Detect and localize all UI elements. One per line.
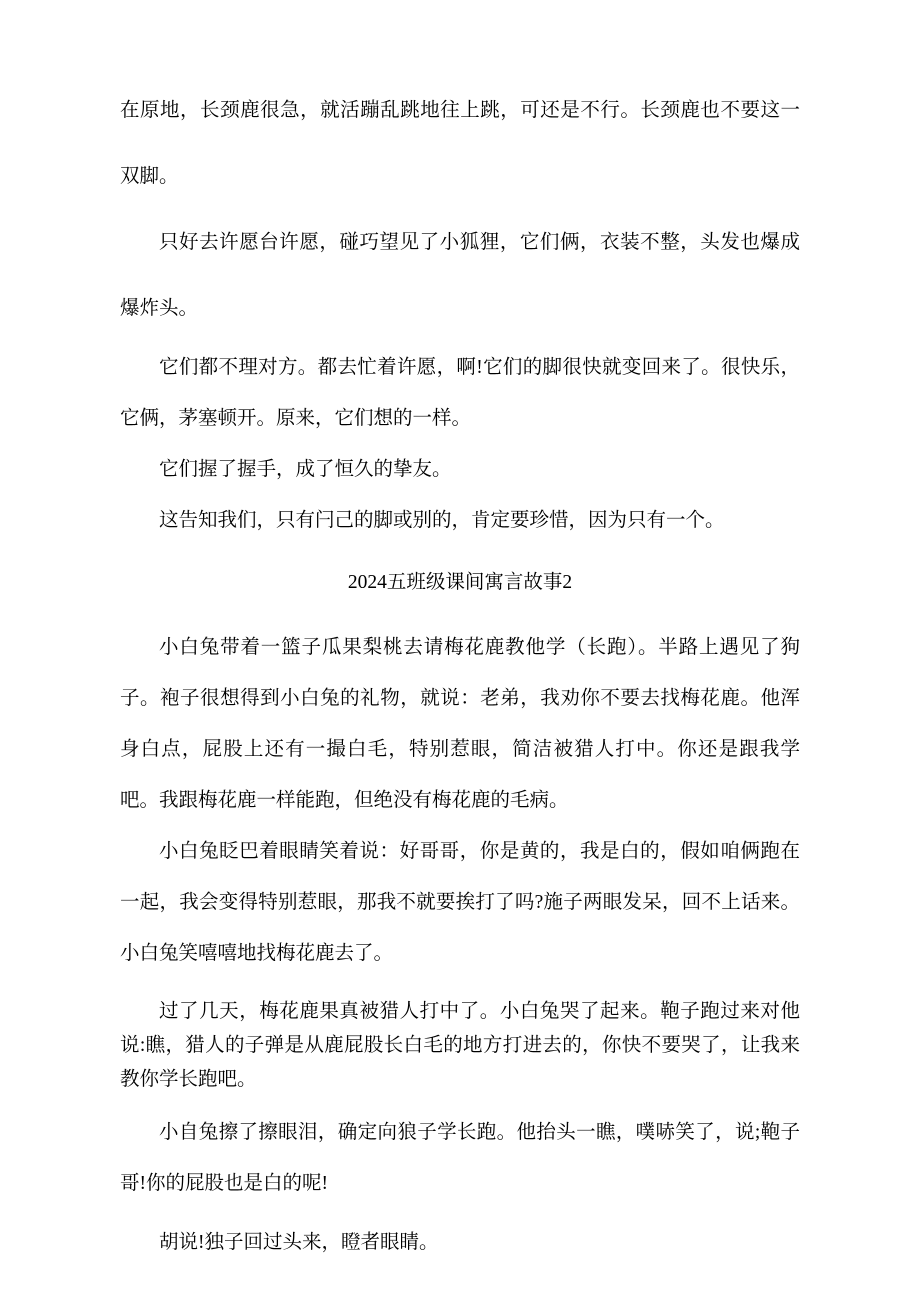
story1-paragraph-continuation: 在原地，长颈鹿很急，就活蹦乱跳地往上跳，可还是不行。长颈鹿也不要这一双脚。 — [120, 100, 800, 187]
story2-paragraph: 小自兔擦了擦眼泪，确定向狼子学长跑。他抬头一瞧，噗哧笑了，说;鞄子哥!你的屁股也是白的呢! — [120, 1122, 800, 1194]
story2-paragraph: 小白兔眨巴着眼睛笑着说：好哥哥，你是黄的，我是白的，假如咱俩跑在一起，我会变得特别惹眼，那我不就要挨打了吗?施子两眼发呆，回不上话来。小白兔笑嘻嘻地找梅花鹿去了。 — [120, 841, 800, 964]
story2-paragraph: 过了几天，梅花鹿果真被猎人打中了。小白兔哭了起来。鞄子跑过来对他说:瞧，猎人的子弹是从鹿屁股长白毛的地方打进去的，你快不要哭了，让我来教你学长跑吧。 — [120, 1001, 800, 1090]
story1-moral-paragraph: 这告知我们，只有闩己的脚或别的，肯定要珍惜，因为只有一个。 — [159, 510, 725, 531]
story1-paragraph: 只好去许愿台许愿，碰巧望见了小狐狸，它们俩，衣装不整，头发也爆成爆炸头。 — [120, 232, 800, 319]
story1-paragraph: 它们都不理对方。都去忙着许愿，啊!它们的脚很快就变回来了。很快乐，它俩，茅塞顿开。原来，它们想的一样。 — [120, 357, 800, 429]
section-heading: 2024五班级课间寓言故事2 — [347, 572, 573, 593]
story2-paragraph: 胡说!独子回过头来，瞪者眼睛。 — [159, 1232, 439, 1253]
story1-paragraph: 它们握了握手，成了恒久的挚友。 — [159, 459, 452, 480]
story2-paragraph: 小白兔带着一篮子瓜果梨桃去请梅花鹿教他学（长跑）。半路上遇见了狗子。袍子很想得到小白兔的礼物，就说：老弟，我劝你不要去找梅花鹿。他浑身白点，屁股上还有一撮白毛，特别惹眼，简洁被猎人打中。你还是跟我学吧。我跟梅花鹿一样能跑，但绝没有梅花鹿的毛病。 — [120, 637, 800, 811]
